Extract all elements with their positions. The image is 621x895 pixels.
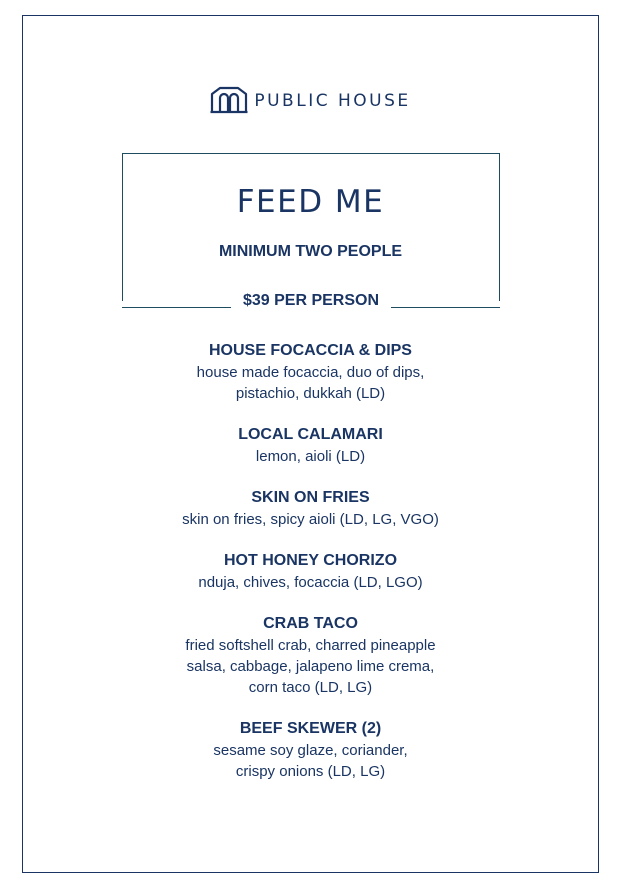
price-rule-right — [391, 307, 500, 308]
house-arch-icon — [210, 86, 248, 114]
brand-name: PUBLIC HOUSE — [254, 91, 411, 111]
menu-subtitle: MINIMUM TWO PEOPLE — [218, 243, 403, 260]
menu-item — [0, 487, 621, 530]
menu-item-name: BEEF SKEWER (2) — [239, 720, 382, 737]
menu-item-description: skin on fries, spicy aioli (LD, LG, VGO) — [182, 511, 439, 528]
menu-item — [0, 424, 621, 467]
price-line — [122, 287, 500, 313]
title-box — [122, 153, 500, 301]
menu-item-description: lemon, aioli (LD) — [255, 448, 366, 465]
menu-item-name: HOT HONEY CHORIZO — [223, 552, 398, 569]
menu-item — [0, 550, 621, 593]
brand-header — [0, 86, 621, 114]
menu-list — [0, 340, 621, 802]
menu-title: FEED ME — [236, 184, 385, 220]
menu-item-name: HOUSE FOCACCIA & DIPS — [209, 342, 412, 359]
menu-item-description: house made focaccia, duo of dips, pistachio, dukkah (LD) — [196, 364, 425, 402]
menu-item — [0, 718, 621, 782]
menu-item — [0, 613, 621, 698]
menu-item-description: nduja, chives, focaccia (LD, LGO) — [198, 574, 423, 591]
menu-item-description: fried softshell crab, charred pineapple salsa, cabbage, jalapeno lime crema, corn taco (LD, LG) — [185, 637, 436, 696]
menu-item — [0, 340, 621, 404]
menu-item-name: LOCAL CALAMARI — [238, 426, 383, 443]
menu-item-name: SKIN ON FRIES — [251, 489, 370, 506]
menu-item-description: sesame soy glaze, coriander, crispy onions (LD, LG) — [213, 742, 408, 780]
price-rule-left — [122, 307, 231, 308]
price-label: $39 PER PERSON — [242, 292, 380, 309]
menu-item-name: CRAB TACO — [263, 615, 358, 632]
